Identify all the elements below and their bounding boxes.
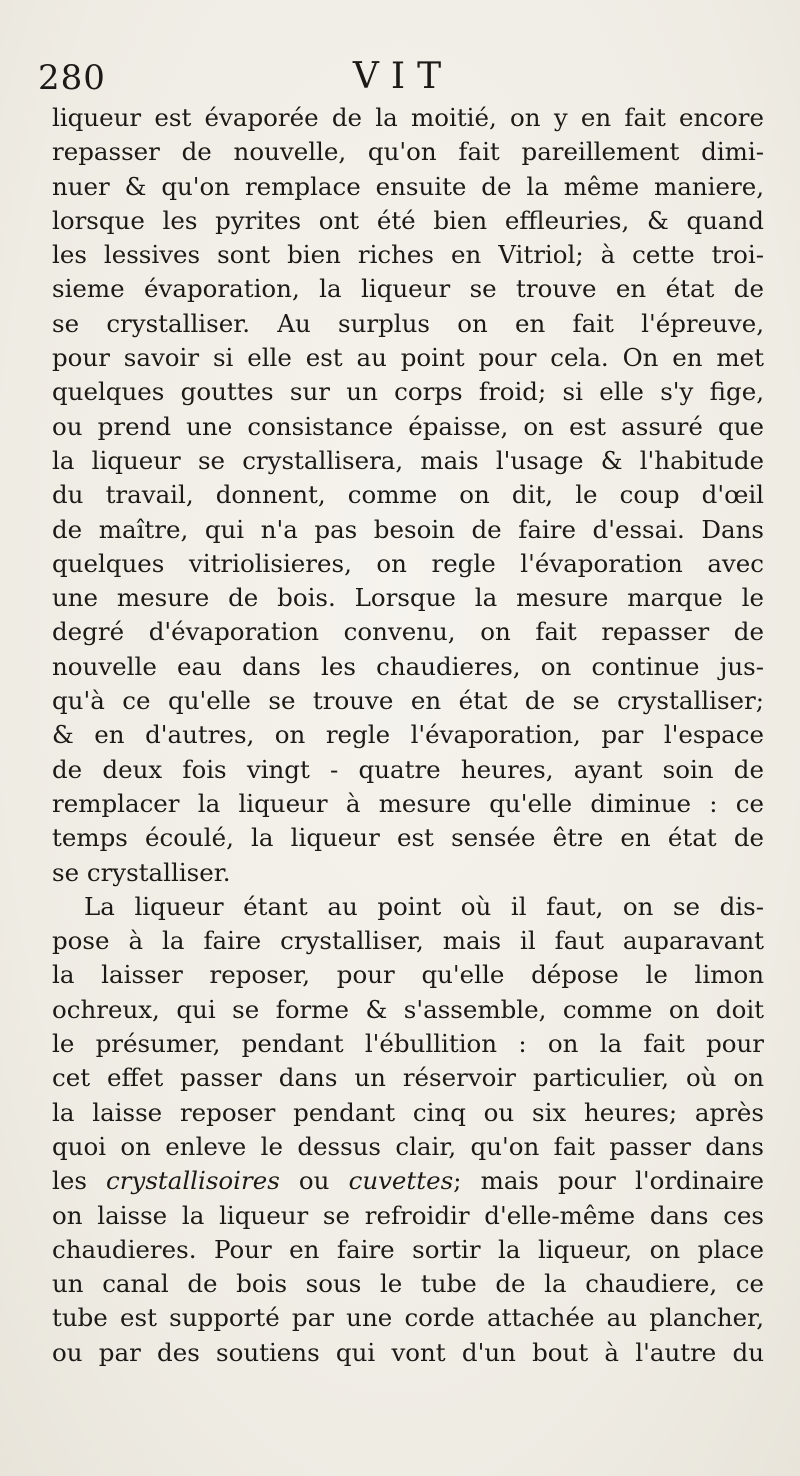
- page-header: [38, 58, 768, 106]
- text-line: lorsque les pyrites ont été bien effleuries, & quand: [52, 205, 764, 235]
- text-line: liqueur est évaporée de la moitié, on y en fait encore: [52, 103, 764, 132]
- text-line: La liqueur étant au point où il faut, on se dis-: [84, 891, 764, 921]
- line-segment: ou: [279, 1166, 349, 1196]
- text-line: sieme évaporation, la liqueur se trouve en état de: [52, 274, 764, 304]
- italic-term: crystallisoires: [106, 1166, 280, 1196]
- text-line: chaudieres. Pour en faire sortir la liqueur, on place: [52, 1234, 764, 1264]
- text-line: de deux fois vingt - quatre heures, ayant soin de: [52, 754, 764, 784]
- running-head: VIT: [352, 56, 454, 97]
- text-line: repasser de nouvelle, qu'on fait pareillement dimi-: [52, 137, 764, 167]
- text-line: une mesure de bois. Lorsque la mesure marque le: [52, 583, 764, 613]
- text-line: la laisse reposer pendant cinq ou six heures; après: [52, 1097, 764, 1127]
- text-line: quelques gouttes sur un corps froid; si elle s'y fige,: [52, 377, 764, 407]
- text-line: pour savoir si elle est au point pour cela. On en met: [52, 343, 764, 373]
- page-number: 280: [38, 58, 106, 98]
- line-segment: ; mais pour l'ordinaire: [453, 1166, 764, 1196]
- text-line-with-italics: [52, 1164, 764, 1198]
- text-line: pose à la faire crystalliser, mais il faut auparavant: [52, 926, 764, 956]
- text-line: nuer & qu'on remplace ensuite de la même maniere,: [52, 171, 764, 201]
- text-line: qu'à ce qu'elle se trouve en état de se crystalliser;: [52, 686, 764, 716]
- text-line: temps écoulé, la liqueur est sensée être en état de: [52, 823, 764, 853]
- text-line: degré d'évaporation convenu, on fait repasser de: [52, 617, 764, 647]
- text-line: les lessives sont bien riches en Vitriol; à cette troi-: [52, 240, 764, 270]
- text-line: la liqueur se crystallisera, mais l'usage & l'habitude: [52, 445, 764, 475]
- text-line: du travail, donnent, comme on dit, le coup d'œil: [52, 480, 764, 510]
- text-line: de maître, qui n'a pas besoin de faire d'essai. Dans: [52, 514, 764, 544]
- text-line: quoi on enleve le dessus clair, qu'on fait passer dans: [52, 1131, 764, 1161]
- text-line: & en d'autres, on regle l'évaporation, par l'espace: [52, 720, 764, 750]
- text-line: se crystalliser. Au surplus on en fait l'épreuve,: [52, 308, 764, 338]
- text-line: on laisse la liqueur se refroidir d'elle-même dans ces: [52, 1200, 764, 1230]
- text-line: cet effet passer dans un réservoir particulier, où on: [52, 1063, 764, 1093]
- text-line: quelques vitriolisieres, on regle l'évaporation avec: [52, 548, 764, 578]
- text-line: la laisser reposer, pour qu'elle dépose le limon: [52, 960, 764, 990]
- text-line: se crystalliser.: [52, 857, 231, 887]
- italic-term: cuvettes: [348, 1166, 454, 1196]
- body-text: [52, 101, 764, 1370]
- text-line: ou prend une consistance épaisse, on est assuré que: [52, 411, 764, 441]
- text-line: un canal de bois sous le tube de la chaudiere, ce: [52, 1269, 764, 1299]
- text-line: le présumer, pendant l'ébullition : on la fait pour: [52, 1029, 764, 1059]
- line-segment: les: [52, 1166, 107, 1196]
- text-line: ochreux, qui se forme & s'assemble, comme on doit: [52, 994, 764, 1024]
- text-line: nouvelle eau dans les chaudieres, on continue jus-: [52, 651, 764, 681]
- text-line: remplacer la liqueur à mesure qu'elle diminue : ce: [52, 788, 764, 818]
- text-line: ou par des soutiens qui vont d'un bout à l'autre du: [52, 1337, 764, 1367]
- text-line: tube est supporté par une corde attachée au plancher,: [52, 1303, 764, 1333]
